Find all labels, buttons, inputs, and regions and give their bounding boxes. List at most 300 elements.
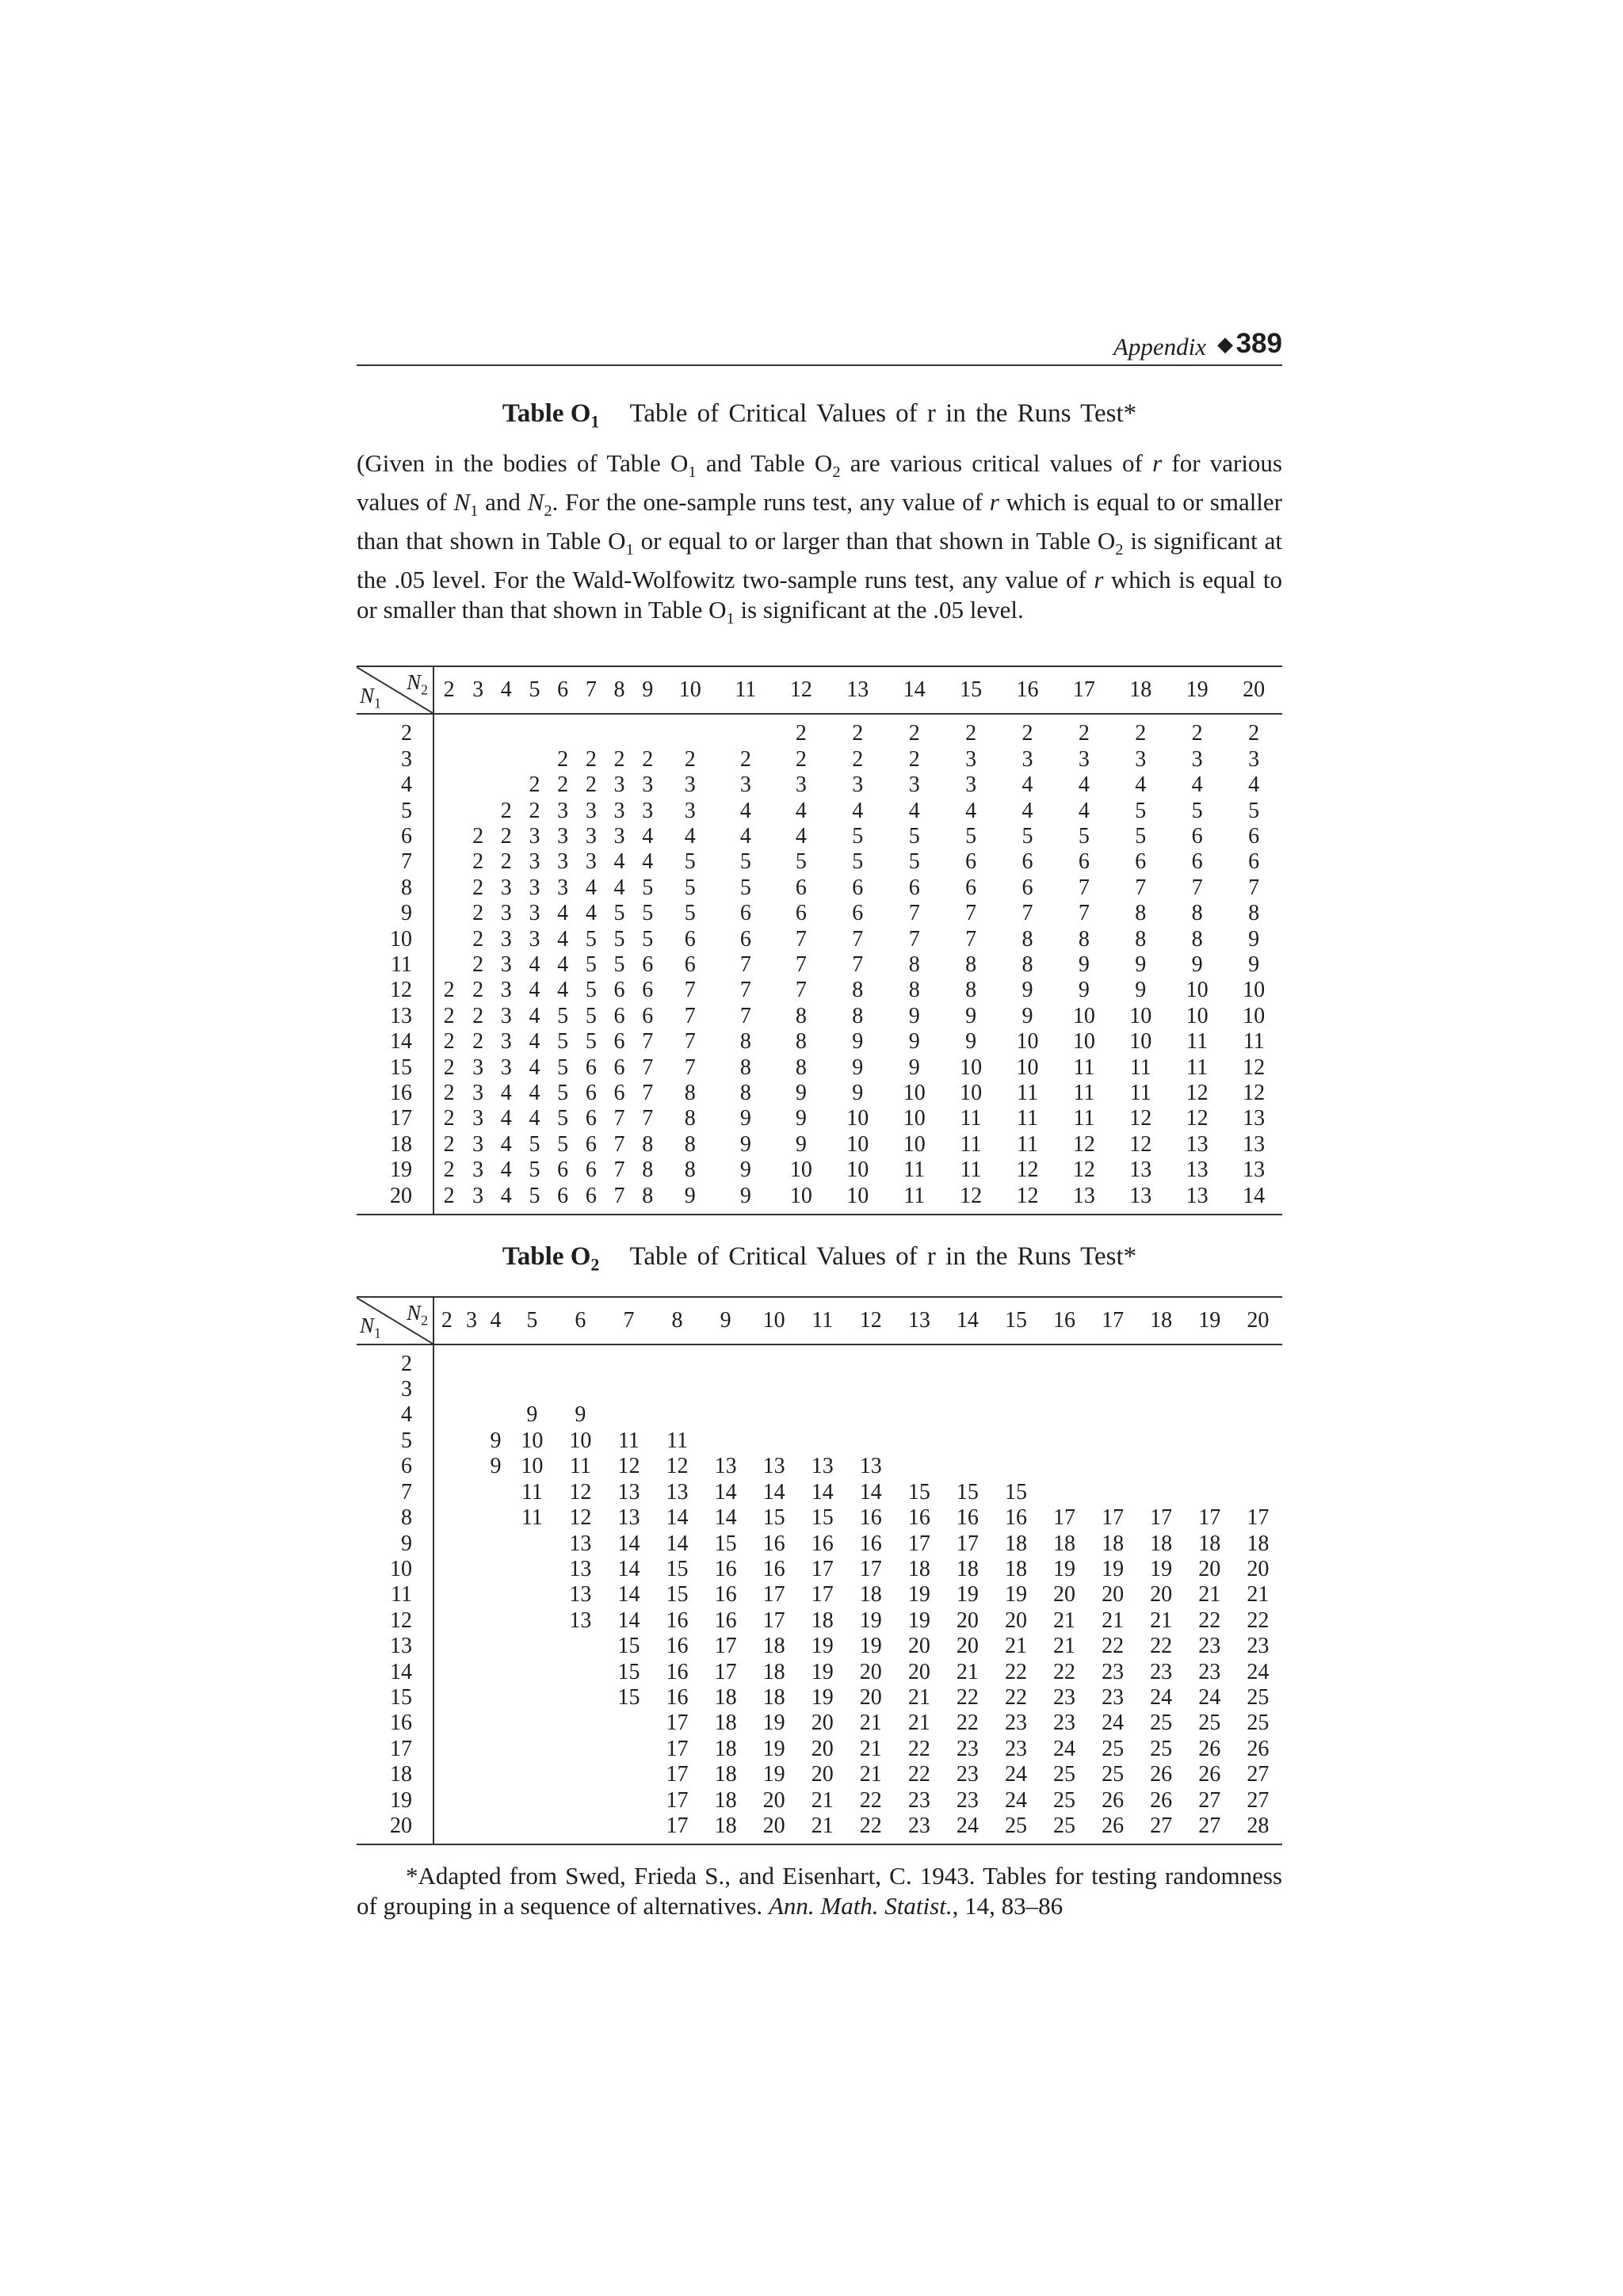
table-cell: 2: [443, 1106, 455, 1131]
table-cell: 4: [908, 798, 920, 823]
table-cell: [1089, 1480, 1137, 1505]
table-cell: 2: [1022, 721, 1033, 746]
table-cell: 15: [617, 1684, 640, 1710]
table-cell: 4: [529, 978, 540, 1003]
table-cell: [433, 824, 464, 849]
table-o2-label: Table $O_2$: [502, 1242, 600, 1275]
table-cell: 19: [907, 1582, 930, 1608]
table-cell: [798, 1428, 846, 1454]
table-cell: [460, 1711, 484, 1736]
table-cell: 21: [859, 1762, 882, 1787]
row-header: 3: [357, 1377, 433, 1402]
table-cell: 4: [529, 952, 540, 977]
table-cell: 2: [443, 1158, 455, 1183]
table-cell: 22: [859, 1787, 882, 1813]
n1-n2-corner: [357, 1297, 433, 1344]
table-cell: [1089, 1402, 1137, 1428]
table-cell: [508, 1582, 556, 1608]
table-cell: 7: [908, 901, 920, 926]
column-header: 4: [492, 666, 521, 714]
table-cell: 2: [908, 721, 920, 746]
table-cell: 11: [1243, 1029, 1265, 1055]
table-cell: [1137, 1428, 1186, 1454]
table-cell: [521, 747, 549, 772]
table-cell: 8: [965, 978, 977, 1003]
table-cell: 2: [557, 746, 569, 772]
table-cell: 22: [956, 1684, 979, 1710]
table-o2-title: Table of Critical Values of r in the Runs Test*: [629, 1242, 1137, 1272]
table-cell: 18: [714, 1787, 737, 1813]
table-cell: 27: [1247, 1787, 1270, 1813]
row-header: 8: [357, 875, 433, 901]
column-header: 5: [521, 666, 549, 714]
table-cell: [433, 875, 464, 901]
table-cell: 11: [1073, 1055, 1095, 1080]
table-row: [357, 1132, 1282, 1158]
table-cell: 20: [1102, 1582, 1125, 1608]
column-header: 14: [943, 1297, 991, 1344]
row-header: 6: [357, 824, 433, 849]
table-cell: 6: [642, 952, 654, 977]
table-cell: 6: [585, 1055, 597, 1080]
table-cell: [508, 1660, 556, 1685]
table-cell: 13: [569, 1582, 592, 1608]
table-cell: 6: [642, 978, 654, 1003]
table-cell: 3: [472, 1106, 484, 1131]
table-cell: 15: [762, 1505, 785, 1531]
table-cell: [460, 1737, 484, 1762]
table-cell: 7: [684, 1055, 696, 1080]
table-cell: 11: [886, 1184, 942, 1215]
table-cell: 8: [739, 1055, 751, 1080]
table-cell: 3: [585, 823, 597, 849]
table-cell: 17: [811, 1556, 834, 1581]
column-header: 12: [773, 666, 829, 714]
table-cell: 22: [907, 1762, 930, 1787]
table-o1: [357, 666, 1282, 1215]
table-cell: 22: [846, 1814, 895, 1844]
table-cell: [508, 1737, 556, 1762]
table-cell: 10: [903, 1106, 926, 1131]
table-cell: [483, 1737, 508, 1762]
table-row: [357, 849, 1282, 875]
row-header: 11: [357, 952, 433, 978]
table-cell: 5: [557, 1055, 569, 1080]
table-cell: [846, 1377, 895, 1402]
table-cell: 24: [1150, 1684, 1173, 1710]
row-header: 4: [357, 1402, 433, 1428]
table-cell: 21: [1053, 1634, 1075, 1659]
table-row: [357, 1608, 1282, 1634]
table-cell: 20: [859, 1684, 882, 1710]
table-cell: [633, 714, 662, 746]
row-header: 19: [357, 1158, 433, 1183]
table-cell: [433, 799, 464, 824]
column-header: 4: [483, 1297, 508, 1344]
table-cell: 20: [956, 1608, 979, 1633]
table-cell: 4: [739, 798, 751, 823]
table-cell: 25: [1040, 1814, 1088, 1844]
table-cell: 6: [1191, 849, 1203, 875]
table-cell: 25: [1247, 1711, 1270, 1736]
table-cell: 11: [1186, 1029, 1209, 1055]
table-cell: 13: [811, 1454, 834, 1479]
table-cell: 19: [956, 1582, 979, 1608]
table-cell: [433, 1344, 460, 1377]
table-cell: 2: [443, 1131, 455, 1157]
table-cell: 17: [653, 1814, 701, 1844]
table-cell: [605, 1814, 653, 1844]
table-cell: 23: [1198, 1634, 1221, 1659]
table-cell: [1234, 1454, 1282, 1479]
table-cell: 18: [1053, 1531, 1075, 1556]
table-cell: [483, 1634, 508, 1659]
table-cell: 2: [443, 1029, 455, 1055]
table-cell: 15: [617, 1659, 640, 1684]
table-cell: 2: [557, 772, 569, 798]
table-cell: [1040, 1344, 1088, 1377]
table-cell: 18: [1198, 1531, 1221, 1556]
table-cell: 3: [557, 798, 569, 823]
table-cell: 12: [1243, 1081, 1266, 1106]
table-cell: 17: [666, 1762, 689, 1787]
table-cell: 13: [1186, 1158, 1209, 1183]
table-cell: [1040, 1377, 1088, 1402]
table-cell: 8: [642, 1131, 654, 1157]
table-cell: 10: [830, 1184, 886, 1215]
table-cell: [943, 1454, 991, 1479]
table-cell: 3: [965, 746, 977, 772]
table-cell: 8: [739, 1029, 751, 1055]
table-cell: [483, 1660, 508, 1685]
table-cell: 18: [701, 1814, 750, 1844]
table-cell: 8: [852, 1003, 864, 1028]
table-cell: 26: [1150, 1762, 1173, 1787]
table-cell: [460, 1788, 484, 1814]
table-cell: 5: [908, 849, 920, 875]
table-cell: [460, 1428, 484, 1454]
table-row: [357, 1454, 1282, 1479]
table-cell: 6: [684, 952, 696, 977]
table-cell: 23: [1102, 1659, 1125, 1684]
table-cell: 6: [577, 1184, 605, 1215]
table-cell: 13: [859, 1454, 882, 1479]
column-header: 16: [999, 666, 1056, 714]
table-cell: 8: [684, 1081, 696, 1106]
table-cell: 9: [1022, 1003, 1033, 1028]
table-cell: 3: [557, 823, 569, 849]
table-cell: 18: [1247, 1531, 1270, 1556]
table-cell: [701, 1402, 750, 1428]
row-header: 5: [357, 799, 433, 824]
table-cell: 6: [557, 1158, 569, 1183]
table-cell: 2: [585, 746, 597, 772]
table-cell: 3: [472, 1131, 484, 1157]
table-cell: 5: [908, 823, 920, 849]
table-cell: 4: [529, 1029, 540, 1055]
table-cell: [433, 1660, 460, 1685]
table-cell: 5: [684, 901, 696, 926]
table-cell: 4: [965, 798, 977, 823]
table-cell: 9: [908, 1003, 920, 1028]
table-cell: 10: [1186, 1003, 1209, 1028]
table-cell: [556, 1762, 605, 1787]
table-cell: 10: [846, 1106, 869, 1131]
table-cell: 4: [529, 1003, 540, 1028]
table-cell: 3: [557, 875, 569, 900]
table-cell: [483, 1711, 508, 1736]
table-cell: [433, 1788, 460, 1814]
table-cell: 4: [557, 901, 569, 926]
table-cell: 6: [965, 875, 977, 900]
table-cell: 4: [852, 798, 864, 823]
column-header: 14: [886, 666, 942, 714]
table-cell: [895, 1454, 943, 1479]
table-row: [357, 1685, 1282, 1711]
table-cell: 20: [811, 1736, 834, 1761]
table-cell: 6: [613, 1081, 625, 1106]
table-cell: 3: [585, 798, 597, 823]
table-cell: 7: [613, 1131, 625, 1157]
table-cell: 5: [1191, 798, 1203, 823]
table-cell: 10: [1072, 1003, 1095, 1028]
table-cell: 13: [1169, 1184, 1225, 1215]
table-cell: [483, 1608, 508, 1634]
table-cell: 25: [991, 1814, 1040, 1844]
table-cell: 17: [811, 1582, 834, 1608]
table-row: [357, 824, 1282, 849]
table-cell: [433, 772, 464, 798]
table-cell: 14: [666, 1531, 689, 1556]
table-cell: [460, 1402, 484, 1428]
table-row: [357, 1582, 1282, 1608]
table-cell: 20: [1150, 1582, 1173, 1608]
row-header: 20: [357, 1184, 433, 1215]
table-cell: [483, 1344, 508, 1377]
table-cell: 4: [529, 1081, 540, 1106]
column-header: 5: [508, 1297, 556, 1344]
table-cell: 2: [1248, 721, 1260, 746]
table-cell: 3: [613, 798, 625, 823]
table-cell: [492, 772, 521, 798]
table-cell: 9: [852, 1055, 864, 1080]
table-cell: [460, 1454, 484, 1479]
table-cell: [943, 1377, 991, 1402]
column-header: 7: [577, 666, 605, 714]
table-cell: [1089, 1454, 1137, 1479]
row-header: 18: [357, 1132, 433, 1158]
table-cell: 5: [684, 849, 696, 875]
column-header: 18: [1113, 666, 1169, 714]
table-cell: 5: [739, 875, 751, 900]
table-cell: [460, 1377, 484, 1402]
table-cell: [556, 1634, 605, 1659]
table-cell: 18: [907, 1556, 930, 1581]
table-cell: 13: [617, 1479, 640, 1505]
table-cell: 13: [569, 1531, 592, 1556]
table-cell: [433, 1480, 460, 1505]
table-cell: 10: [1016, 1055, 1039, 1080]
table-cell: 20: [750, 1814, 798, 1844]
table-cell: 11: [569, 1454, 591, 1479]
table-cell: 20: [762, 1787, 785, 1813]
table-cell: [750, 1344, 798, 1377]
table-cell: 13: [1186, 1131, 1209, 1157]
table-cell: [433, 1582, 460, 1608]
table-cell: 20: [811, 1711, 834, 1736]
table-cell: 12: [1129, 1131, 1152, 1157]
table-cell: 3: [529, 901, 540, 926]
table-cell: [1137, 1480, 1186, 1505]
table-cell: 8: [908, 978, 920, 1003]
table-cell: 3: [500, 926, 512, 952]
table-cell: 10: [903, 1131, 926, 1157]
table-cell: 5: [1248, 798, 1260, 823]
table-cell: [701, 1377, 750, 1402]
table-cell: 8: [684, 1158, 696, 1183]
table-cell: 19: [762, 1762, 785, 1787]
table-cell: 15: [1004, 1479, 1027, 1505]
table-cell: 11: [617, 1428, 640, 1453]
table-row: [357, 1814, 1282, 1844]
table-o2-caption: [357, 1242, 1282, 1276]
table-row: [357, 1557, 1282, 1582]
table-cell: [605, 1711, 653, 1736]
table-cell: [464, 772, 492, 798]
table-cell: [1137, 1344, 1186, 1377]
table-cell: 23: [1102, 1684, 1125, 1710]
table-cell: 6: [548, 1184, 577, 1215]
table-cell: 4: [642, 849, 654, 875]
table-cell: 18: [1150, 1531, 1173, 1556]
table-cell: 2: [908, 746, 920, 772]
table-cell: [1186, 1454, 1234, 1479]
table-cell: [492, 747, 521, 772]
table-row: [357, 1377, 1282, 1402]
table-cell: 2: [472, 823, 484, 849]
column-header: 17: [1056, 666, 1112, 714]
table-cell: 24: [943, 1814, 991, 1844]
table-row: [357, 1081, 1282, 1106]
table-cell: 4: [1135, 772, 1147, 798]
table-cell: 11: [960, 1158, 982, 1183]
table-cell: 7: [684, 1003, 696, 1028]
table-cell: 15: [617, 1634, 640, 1659]
table-cell: 10: [569, 1428, 592, 1453]
table-cell: [556, 1660, 605, 1685]
table-cell: 6: [1022, 875, 1033, 900]
row-header: 4: [357, 772, 433, 798]
table-o1-caption: [357, 399, 1282, 433]
table-cell: 13: [1243, 1131, 1266, 1157]
table-cell: 20: [1198, 1556, 1221, 1581]
column-header: 15: [942, 666, 999, 714]
table-cell: 7: [642, 1081, 654, 1106]
n2-label: $N_2$: [407, 1300, 428, 1329]
table-cell: 8: [795, 1055, 807, 1080]
table-cell: 3: [500, 1003, 512, 1028]
table-cell: 3: [500, 1055, 512, 1080]
table-cell: 2: [472, 926, 484, 952]
table-cell: 25: [1102, 1736, 1125, 1761]
table-cell: 4: [613, 849, 625, 875]
table-cell: 2: [472, 875, 484, 900]
table-row: [357, 1106, 1282, 1131]
table-cell: [605, 1377, 653, 1402]
table-cell: 7: [613, 1106, 625, 1131]
n1-label: $N_1$: [360, 683, 381, 711]
table-cell: 2: [642, 746, 654, 772]
table-cell: 14: [617, 1556, 640, 1581]
row-header: 17: [357, 1106, 433, 1131]
table-cell: 3: [613, 772, 625, 798]
table-cell: [605, 1788, 653, 1814]
table-cell: [1186, 1480, 1234, 1505]
row-header: 16: [357, 1711, 433, 1736]
table-cell: 17: [1198, 1505, 1221, 1531]
n1-label: $N_1$: [360, 1314, 381, 1341]
table-cell: 7: [739, 952, 751, 977]
table-cell: 7: [739, 1003, 751, 1028]
table-cell: 3: [557, 849, 569, 875]
table-cell: 5: [585, 978, 597, 1003]
table-cell: 4: [684, 823, 696, 849]
table-cell: 5: [613, 926, 625, 952]
table-cell: [605, 1402, 653, 1428]
table-cell: [943, 1428, 991, 1454]
table-row: [357, 1428, 1282, 1454]
table-cell: [1089, 1344, 1137, 1377]
table-cell: 14: [714, 1505, 737, 1531]
table-o1-label: Table $O_1$: [502, 399, 600, 432]
table-cell: 11: [960, 1106, 982, 1131]
table-cell: [483, 1402, 508, 1428]
table-cell: [460, 1660, 484, 1685]
table-cell: 8: [852, 978, 864, 1003]
table-cell: 3: [472, 1158, 484, 1183]
table-cell: 9: [908, 1055, 920, 1080]
table-cell: 7: [1191, 875, 1203, 900]
table-cell: 2: [433, 1184, 464, 1215]
table-cell: 11: [1016, 1106, 1038, 1131]
table-cell: [846, 1402, 895, 1428]
table-cell: 8: [965, 952, 977, 977]
table-row: [357, 1402, 1282, 1428]
column-header: 7: [605, 1297, 653, 1344]
table-cell: 6: [1248, 849, 1260, 875]
table-cell: 24: [1247, 1659, 1270, 1684]
row-header: 10: [357, 1557, 433, 1582]
table-cell: 2: [500, 849, 512, 875]
table-cell: 22: [1150, 1634, 1173, 1659]
row-header: 16: [357, 1081, 433, 1106]
table-cell: 8: [908, 952, 920, 977]
row-header: 10: [357, 927, 433, 952]
table-cell: 7: [1078, 901, 1090, 926]
table-cell: 22: [1053, 1659, 1075, 1684]
table-cell: 2: [443, 1081, 455, 1106]
row-header: 15: [357, 1055, 433, 1081]
table-cell: 11: [1186, 1055, 1209, 1080]
table-cell: [846, 1344, 895, 1377]
table-cell: 15: [956, 1479, 979, 1505]
table-cell: 20: [1004, 1608, 1027, 1633]
row-header: 2: [357, 1344, 433, 1377]
table-cell: 12: [999, 1184, 1056, 1215]
table-cell: 6: [585, 1081, 597, 1106]
table-cell: 3: [965, 772, 977, 798]
table-cell: [653, 1344, 701, 1377]
